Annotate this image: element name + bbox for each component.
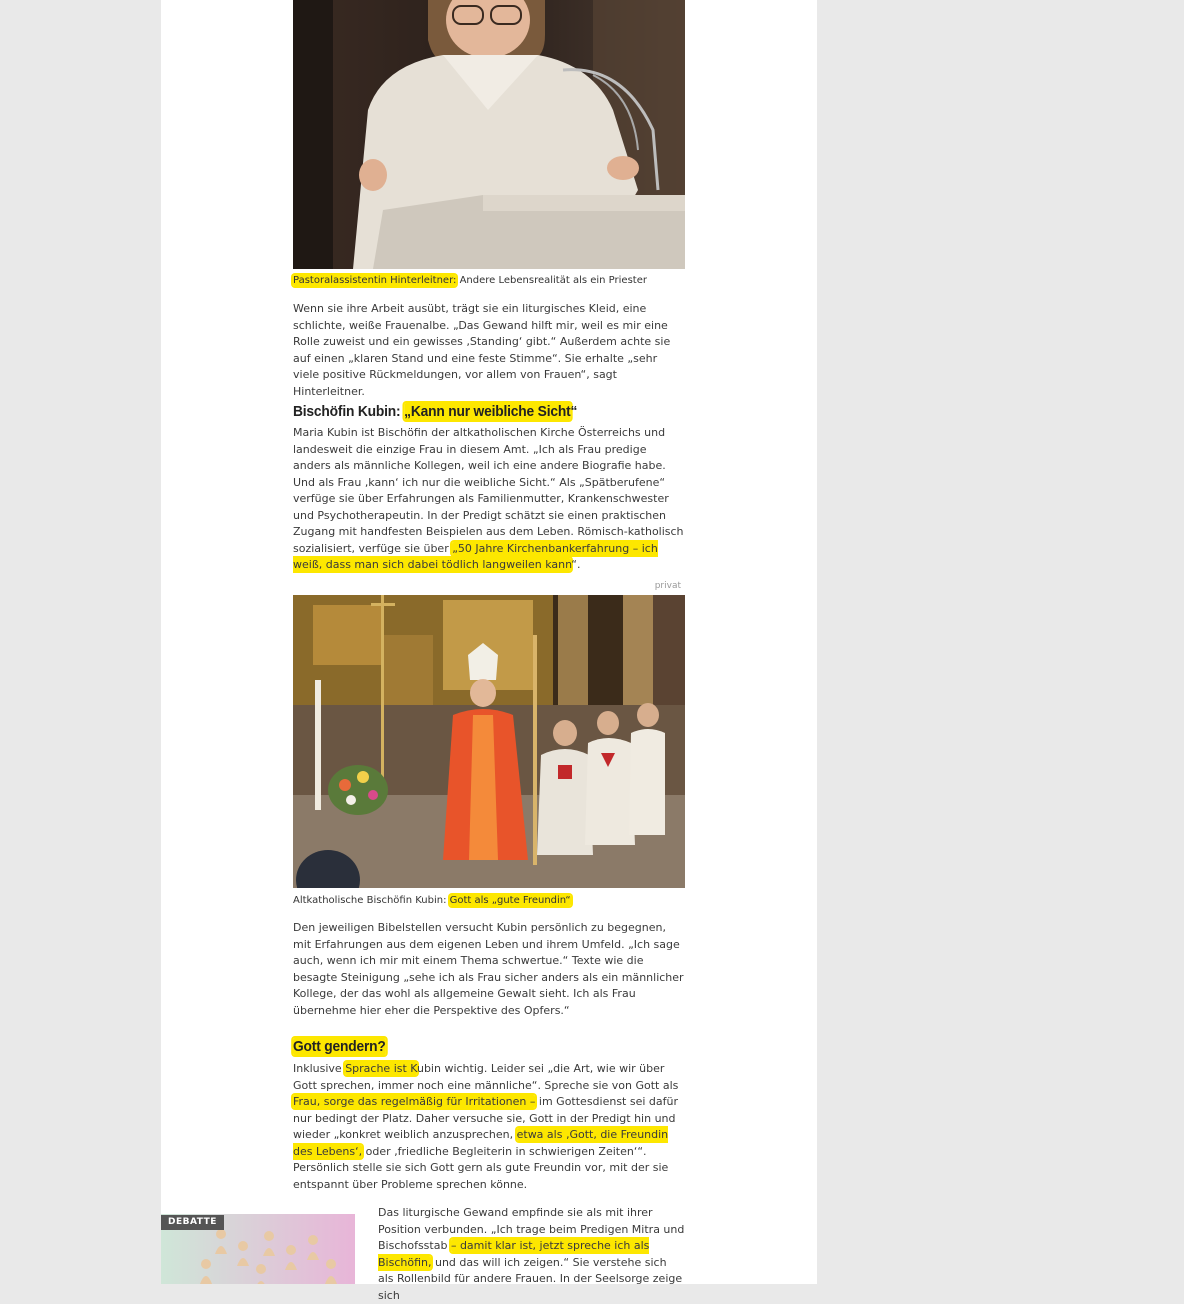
section-heading-gendern: Gott gendern? (293, 1038, 386, 1055)
paragraph-kubin: Maria Kubin ist Bischöfin der altkatholischen Kirche Österreichs und landesweit die einzige Frau in diesem Amt. „Ich als Frau predige anders als männliche Kollegen, weil ich eine andere Biografie habe. Und als Frau ‚kann‘ ich nur die weibliche Sicht.“ Als „Spätberufene“ verfüge sie über Erfahrungen als Familienmutter, Krankenschwester und Psychotherapeutin. In der Predigt schätzt sie einen praktischen Zugang mit handfesten Beispielen aus dem Leben. Römisch-katholisch sozialisiert, verfüge sie über „50 Jahre Kirchenbankerfahrung – ich weiß, dass man sich dabei tödlich langweilen kann“. (293, 426, 684, 571)
paragraph-text: Wenn sie ihre Arbeit ausübt, trägt sie ein liturgisches Kleid, eine schlichte, weiße Frauenalbe. „Das Gewand hilft mir, weil es mir eine Rolle zuweist und ein gewisses ‚Standing‘ gibt.“ Außerdem achte sie auf einen „klaren Stand und eine feste Stimme“. Sie erhalte „sehr viele positive Rückmeldungen, vor allem von Frauen“, sagt Hinterleitner. (293, 302, 671, 398)
quote-highlight: „50 Jahre Kirchenbankerfahrung – ich weiß, dass man sich dabei tödlich langweilen kann (293, 541, 658, 571)
photo-credit: privat (654, 581, 681, 591)
paragraph-text: Den jeweiligen Bibelstellen versucht Kubin persönlich zu begegnen, mit Erfahrungen aus dem eigenen Leben und ihrem Umfeld. „Ich sage auch, wenn ich mir mit einem Thema schwertue.“ Texte wie die besagte Steinigung „sehe ich als Frau sicher anders als ein männlicher Kollege, der das wohl als allgemeine Gewalt sieht. Ich als Frau übernehme hier eher die Perspektive des Opfers.“ (293, 921, 684, 1017)
section-heading-kubin: Bischöfin Kubin: „Kann nur weibliche Sicht“ (293, 403, 578, 420)
paragraph-gewand (293, 301, 685, 400)
photo-hinterleitner-caption: Pastoralassistentin Hinterleitner: Andere Lebensrealität als ein Priester (293, 275, 647, 286)
photo-hinterleitner (293, 0, 685, 269)
photo-kubin-caption: Altkatholische Bischöfin Kubin: Gott als „gute Freundin“ (293, 895, 571, 906)
paragraph-bibelstellen (293, 920, 685, 1019)
photo-hinterleitner-image (293, 0, 685, 269)
caption-highlight: Gott als „gute Freundin“ (449, 895, 571, 906)
article-page (161, 0, 817, 1302)
caption-highlight: Pastoralassistentin Hinterleitner: (293, 275, 457, 286)
debatte-badge[interactable]: DEBATTE (161, 1215, 224, 1230)
paragraph-gewand-bischoefin: Das liturgische Gewand empfinde sie als mit ihrer Position verbunden. „Ich trage beim Predigen Mitra und Bischofsstab – damit klar ist, jetzt spreche ich als Bischöfin, und das will ich zeigen.“ Sie verstehe sich als Rollenbild für andere Frauen. In der Seelsorge zeige sich (378, 1206, 685, 1302)
photo-kubin-image (293, 595, 685, 888)
photo-kubin (293, 595, 685, 888)
paragraph-sprache: Inklusive Sprache ist Kubin wichtig. Leider sei „die Art, wie wir über Gott sprechen, immer noch eine männliche“. Spreche sie von Gott als Frau, sorge das regelmäßig für Irritationen – im Gottesdienst sei dafür nur bedingt der Platz. Daher versuche sie, Gott in der Predigt hin und wieder „konkret weiblich anzusprechen, etwa als ‚Gott, die Freundin des Lebens‘, oder ‚friedliche Begleiterin in schwierigen Zeiten‘“. Persönlich stelle sie sich Gott gern als gute Freundin vor, mit der sie entspannt über Probleme sprechen könne. (293, 1062, 679, 1191)
